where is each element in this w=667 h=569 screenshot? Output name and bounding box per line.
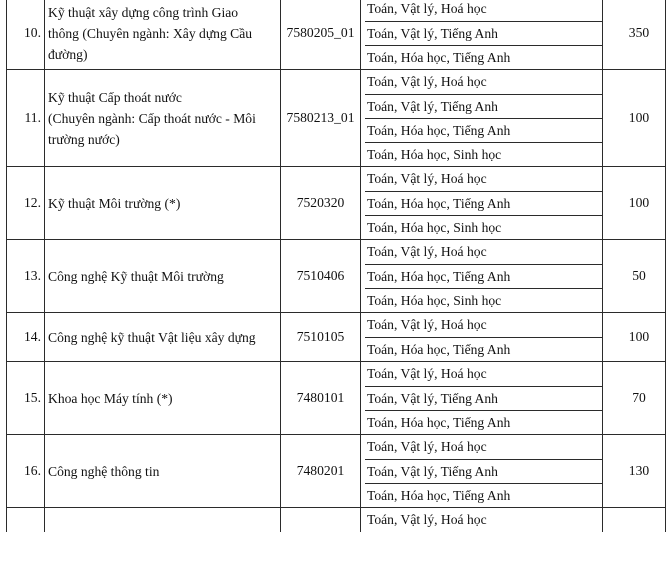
major-name: Công nghệ kỹ thuật Vật liệu xây dựng	[48, 329, 256, 345]
major-code: 7480201	[281, 435, 361, 507]
row-number: 13.	[7, 240, 45, 312]
quota: 100	[628, 329, 650, 344]
subject-combinations	[361, 0, 603, 69]
subject-combinations	[361, 167, 603, 239]
major-name: Công nghệ Kỹ thuật Môi trường	[48, 268, 224, 284]
quota: 350	[628, 25, 650, 40]
subject-combination: Toán, Hóa học, Sinh học	[365, 288, 602, 312]
subject-combination: Toán, Hóa học, Tiếng Anh	[365, 483, 602, 507]
quota: 50	[632, 268, 646, 283]
subject-combination: Toán, Vật lý, Hoá học	[367, 366, 487, 381]
quota: 100	[628, 110, 650, 125]
subject-combination: Toán, Vật lý, Hoá học	[367, 1, 487, 16]
major-code: 7480101	[281, 362, 361, 434]
subject-combination: Toán, Hóa học, Tiếng Anh	[365, 337, 602, 361]
subject-combination: Toán, Hóa học, Tiếng Anh	[365, 264, 602, 288]
subject-combination: Toán, Vật lý, Hoá học	[367, 171, 487, 186]
major-code: 7520320	[281, 167, 361, 239]
major-code: 7580213_01	[281, 70, 361, 166]
table-row	[7, 0, 665, 69]
subject-combination: Toán, Vật lý, Hoá học	[367, 244, 487, 259]
major-name-cell	[45, 240, 281, 312]
major-name-cell	[45, 313, 281, 361]
major-name: Kỹ thuật Môi trường (*)	[48, 195, 181, 211]
subject-combinations	[361, 362, 603, 434]
subject-combinations	[361, 240, 603, 312]
subject-combination: Toán, Vật lý, Tiếng Anh	[365, 21, 602, 45]
row-number: 11.	[7, 70, 45, 166]
subject-combinations	[361, 508, 603, 532]
major-name-cell	[45, 167, 281, 239]
subject-combination: Toán, Vật lý, Hoá học	[367, 512, 487, 527]
subject-combinations	[361, 70, 603, 166]
row-number: 10.	[7, 0, 45, 69]
major-name-cell	[45, 435, 281, 507]
subject-combination: Toán, Vật lý, Hoá học	[367, 317, 487, 332]
row-number: 16.	[7, 435, 45, 507]
major-name: Công nghệ thông tin	[48, 463, 160, 479]
subject-combination: Toán, Hóa học, Tiếng Anh	[365, 191, 602, 215]
subject-combination: Toán, Vật lý, Hoá học	[367, 439, 487, 454]
table-row	[7, 166, 665, 239]
table-row	[7, 361, 665, 434]
table-row	[7, 434, 665, 507]
subject-combination: Toán, Hóa học, Tiếng Anh	[365, 410, 602, 434]
subject-combination: Toán, Hóa học, Tiếng Anh	[365, 118, 602, 142]
major-code	[281, 508, 361, 532]
subject-combination: Toán, Hóa học, Sinh học	[365, 215, 602, 239]
major-name-cell	[45, 0, 281, 69]
quota	[603, 508, 665, 532]
subject-combinations	[361, 313, 603, 361]
quota: 100	[628, 195, 650, 210]
subject-combination: Toán, Vật lý, Tiếng Anh	[365, 459, 602, 483]
table-row	[7, 239, 665, 312]
subject-combination: Toán, Hóa học, Tiếng Anh	[365, 45, 602, 69]
admission-table	[6, 0, 666, 532]
table-row	[7, 312, 665, 361]
major-code: 7580205_01	[281, 0, 361, 69]
major-code: 7510406	[281, 240, 361, 312]
quota: 70	[632, 390, 646, 405]
table-row	[7, 69, 665, 166]
major-name-cell	[45, 508, 281, 532]
major-code: 7510105	[281, 313, 361, 361]
major-name-cell	[45, 70, 281, 166]
major-name-cell	[45, 362, 281, 434]
row-number: 15.	[7, 362, 45, 434]
subject-combinations	[361, 435, 603, 507]
row-number	[7, 508, 45, 532]
table-row	[7, 507, 665, 532]
row-number: 14.	[7, 313, 45, 361]
subject-combination: Toán, Vật lý, Tiếng Anh	[365, 386, 602, 410]
subject-combination: Toán, Vật lý, Hoá học	[367, 74, 487, 89]
subject-combination: Toán, Hóa học, Sinh học	[365, 142, 602, 166]
quota: 130	[628, 463, 650, 478]
major-name: Kỹ thuật Cấp thoát nước (Chuyên ngành: Cấp thoát nước - Môi trường nước)	[48, 89, 256, 147]
major-name: Khoa học Máy tính (*)	[48, 390, 173, 406]
major-name: Kỹ thuật xây dựng công trình Giao thông (Chuyên ngành: Xây dựng Cầu đường)	[48, 4, 253, 62]
row-number: 12.	[7, 167, 45, 239]
subject-combination: Toán, Vật lý, Tiếng Anh	[365, 94, 602, 118]
